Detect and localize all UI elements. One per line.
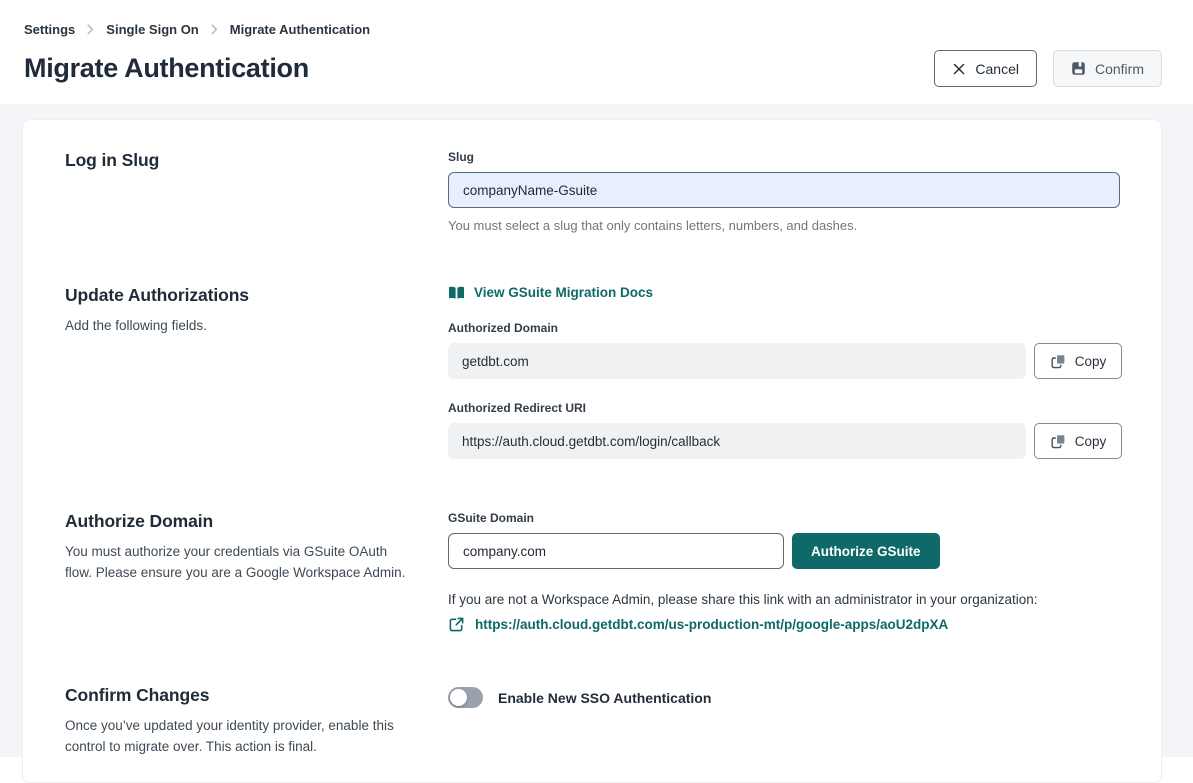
section-confirm-changes xyxy=(65,685,1120,758)
section-description: Add the following fields. xyxy=(65,318,207,333)
section-confirm-changes-content xyxy=(448,685,1120,758)
redirect-uri-value: https://auth.cloud.getdbt.com/login/callback xyxy=(448,423,1026,459)
redirect-uri-label: Authorized Redirect URI xyxy=(448,401,587,415)
section-heading: Authorize Domain xyxy=(65,511,214,531)
page-body xyxy=(0,104,1193,757)
section-heading: Update Authorizations xyxy=(65,285,249,305)
x-icon xyxy=(952,62,966,76)
section-description: Once you’ve updated your identity provider, enable this control to migrate over. This action is final. xyxy=(65,718,394,755)
admin-share-link[interactable]: https://auth.cloud.getdbt.com/us-production-mt/p/google-apps/aoU2dpXA xyxy=(475,617,949,632)
enable-sso-toggle-label: Enable New SSO Authentication xyxy=(498,689,712,706)
copy-icon xyxy=(1050,433,1067,450)
external-link-icon xyxy=(448,616,465,633)
docs-link-label: View GSuite Migration Docs xyxy=(474,285,654,300)
copy-authorized-domain-button[interactable] xyxy=(1034,343,1122,379)
breadcrumb-settings[interactable]: Settings xyxy=(24,22,76,37)
authorized-domain-value: getdbt.com xyxy=(448,343,1026,379)
section-description: You must authorize your credentials via GSuite OAuth flow. Please ensure you are a Google Workspace Admin. xyxy=(65,544,406,581)
confirm-button-label: Confirm xyxy=(1094,60,1144,77)
section-authorize-domain xyxy=(65,511,1120,633)
toggle-knob xyxy=(450,689,467,706)
confirm-button[interactable] xyxy=(1053,50,1162,87)
chevron-right-icon xyxy=(210,24,219,35)
section-authorize-domain-content xyxy=(448,511,1120,633)
cancel-button[interactable] xyxy=(934,50,1037,87)
copy-icon xyxy=(1050,353,1067,370)
section-confirm-changes-intro xyxy=(65,685,448,758)
breadcrumb xyxy=(24,22,1162,37)
copy-redirect-uri-button[interactable] xyxy=(1034,423,1122,459)
section-update-authorizations-content xyxy=(448,285,1122,459)
authorized-domain-label: Authorized Domain xyxy=(448,321,558,335)
cancel-button-label: Cancel xyxy=(975,60,1019,77)
section-login-slug xyxy=(65,150,1120,233)
header-actions xyxy=(934,50,1162,87)
copy-button-label: Copy xyxy=(1074,353,1107,369)
breadcrumb-single-sign-on[interactable]: Single Sign On xyxy=(106,22,199,37)
enable-sso-toggle[interactable] xyxy=(448,687,483,708)
workspace-admin-note: If you are not a Workspace Admin, please share this link with an administrator in your organization: xyxy=(448,592,1038,607)
section-heading: Log in Slug xyxy=(65,150,160,170)
section-update-authorizations xyxy=(65,285,1120,459)
slug-helper-text: You must select a slug that only contains letters, numbers, and dashes. xyxy=(448,218,858,233)
save-icon xyxy=(1071,61,1086,76)
slug-input[interactable] xyxy=(448,172,1120,208)
section-login-slug-intro xyxy=(65,150,448,233)
authorize-gsuite-button[interactable]: Authorize GSuite xyxy=(792,533,940,569)
section-authorize-domain-intro xyxy=(65,511,448,633)
breadcrumb-migrate-authentication: Migrate Authentication xyxy=(229,22,371,37)
share-link-row xyxy=(448,616,1120,633)
section-heading: Confirm Changes xyxy=(65,685,210,705)
gsuite-domain-input[interactable] xyxy=(448,533,784,569)
gsuite-migration-docs-link[interactable] xyxy=(448,285,653,300)
title-row xyxy=(24,50,1162,104)
chevron-right-icon xyxy=(86,24,95,35)
redirect-uri-field xyxy=(448,401,1122,459)
gsuite-domain-label: GSuite Domain xyxy=(448,511,535,525)
page-header xyxy=(0,0,1193,104)
open-book-icon xyxy=(448,286,465,300)
authorized-domain-field xyxy=(448,321,1122,379)
section-update-authorizations-intro xyxy=(65,285,448,459)
page-title: Migrate Authentication xyxy=(24,53,309,83)
section-login-slug-content xyxy=(448,150,1120,233)
settings-card xyxy=(22,119,1162,783)
copy-button-label: Copy xyxy=(1074,433,1107,449)
slug-label: Slug xyxy=(448,150,474,164)
